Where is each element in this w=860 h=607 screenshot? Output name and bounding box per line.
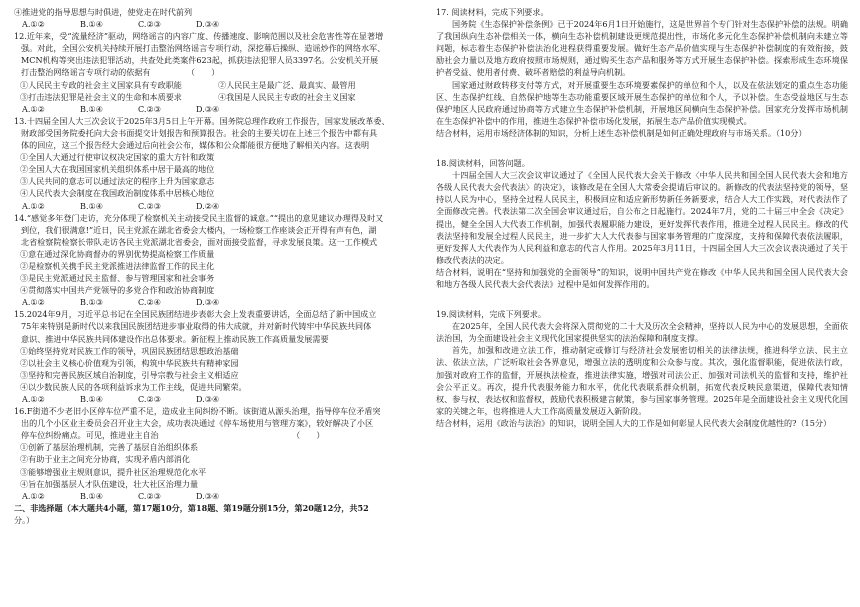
q12-option-2: ②人民民主是最广泛、最真实、最管用 [218, 79, 356, 90]
answer-d: D.③④ [196, 490, 220, 501]
q19-material-paragraph: 在2025年，全国人民代表大会将深入贯彻党的二十大及历次全会精神，坚持以人民为中心的发展思想，全面依法治国，为全面建设社会主义现代化国家提供坚实的法治保障和制度支撑。 [436, 321, 848, 344]
answer-b: B.①④ [80, 394, 104, 404]
q15-stem-line: 意识、推进中华民族共同体建设作出总体要求。新征程上推动民族工作高质量发展需要 [21, 333, 329, 344]
q19-question: 结合材料，运用《政治与法治》的知识，说明全国人大的工作是如何彰显人民代表大会制度优越性的?（15分） [436, 417, 832, 428]
answer-b: B.①④ [80, 103, 104, 114]
q13-option-2: ②全国人大在我国国家机关组织体系中居于最高的地位 [20, 164, 215, 175]
answer-c: C.②③ [138, 200, 161, 211]
q15-answers [14, 393, 424, 405]
q12-stem-line: 12.近年来，受“流量经济”驱动，网络谣言的内容广度、传播速度、影响范围以及社会危害性等在显著增 [14, 31, 384, 42]
answer-d: D.③④ [196, 394, 220, 404]
answer-b: B.①④ [80, 490, 104, 501]
q15-option-3: ③坚持和完善民族区域自治制度，引导宗教与社会主义相适应 [20, 369, 239, 380]
answer-c: C.②③ [138, 490, 161, 501]
q12-options-row [14, 91, 424, 103]
q16-stem-line: 16.F街道不少老旧小区停车位严重不足，造成业主间纠纷不断。该街道从源头治理，指导停车位矛盾突 [14, 406, 381, 417]
answer-a: A.①② [22, 394, 45, 404]
q13-stem-line: 体的回应，这三个报告经大会通过后向社会公布，媒体和公众都能很方便地了解相关内容。这表明 [21, 140, 370, 151]
q16-stem-line: 停车位纠纷痛点。可见，推进业主自治 （ ） [21, 430, 325, 441]
q14-option-1: ①意在通过深化协商督办的界别优势提高检察工作质量 [20, 248, 215, 259]
answer-d: D.③④ [196, 103, 220, 114]
q13-option-1: ①全国人大通过行使审议权决定国家的重大方针和政策 [20, 152, 215, 163]
section-two-heading: 二、非选择题（本大题共4小题，第17题10分，第18题、第19题分别15分，第20题12分，共52 [14, 502, 369, 513]
q14-stem-line: 北省检察院检察长带队走访各民主党派湖北省委会，面对面接受监督，寻求发展良策。这一工作模式 [21, 236, 378, 247]
left-column [14, 6, 424, 526]
q12-option-1: ①人民民主专政的社会主义国家具有专政职能 [20, 79, 182, 90]
q15-option-2: ②以社会主义核心价值观为引领，构筑中华民族共有精神家园 [20, 357, 239, 368]
answer-a: A.①② [22, 19, 45, 30]
q19-heading: 19.阅读材料，完成下列要求。 [436, 309, 546, 320]
answer-c: C.②③ [138, 394, 161, 404]
q12-answers [14, 103, 424, 115]
q14-stem-line: 到位，我们很满意!”近日，民主党派在湖北省委会大楼内，一场检察工作座谈会正开得有声有色，湖 [21, 224, 377, 235]
q13-option-4: ④人民代表大会制度在我国政治制度体系中居核心地位 [20, 188, 215, 199]
q17-material-paragraph: 国家通过财政转移支付等方式，对开展重要生态环境要素保护的单位和个人，以及在依法划定的重点生态功能区、生态保护红线、自然保护地等生态功能重要区域开展生态保护的单位和个人，予以补偿。生态受益地区与生态保护地区人民政府通过协商等方式建立生态保护补偿机制，开展地区间横向生态保护补偿。国家充分发挥市场机制在生态保护补偿中的作用，推进生态保护补偿市场化发展，拓展生态产品价值实现模式。 [436, 79, 848, 126]
answer-a: A.①② [22, 103, 45, 114]
q16-option-1: ①创新了基层治理机制，完善了基层自治组织体系 [20, 442, 199, 453]
answer-c: C.②③ [138, 103, 161, 114]
answer-c: C.②③ [138, 19, 161, 30]
q12-option-4: ④我国是人民民主专政的社会主义国家 [218, 91, 356, 102]
q13-stem-line: 13.十四届全国人大三次会议于2025年3月5日上午开幕。国务院总理作政府工作报告，国家发展改革委、 [14, 115, 390, 126]
q12-stem-line: 强。对此，全国公安机关持续开展打击整治网络谣言专项行动，深挖幕后操纵、造谣炒作的网络水军、 [21, 43, 386, 54]
q12-stem-line: 打击整治网络谣言专项行动的依据有 （ ） [21, 67, 220, 78]
q14-option-2: ②是检察机关携手民主党派推进法律监督工作的民主化 [20, 260, 215, 271]
q17-question: 结合材料，运用市场经济体制的知识，分析上述生态补偿机制是如何正确处理政府与市场关系。（10分） [436, 127, 807, 138]
q16-answers [14, 490, 424, 502]
q15-stem-line: 15.2024年9月，习近平总书记在全国民族团结进步表彰大会上发表重要讲话，全面总结了新中国成立 [14, 309, 377, 320]
answer-a: A.①② [22, 297, 45, 308]
answer-b: B.①④ [80, 19, 104, 30]
q16-stem-line: 出的几个小区业主委员会召开业主大会，成功表决通过《停车场使用与管理方案》，较好解决了小区 [21, 418, 374, 429]
q11-option-4: ④推进党的指导思想与时俱进，使党走在时代前列 [14, 7, 193, 17]
q13-answers [14, 200, 424, 212]
q15-option-1: ①始终坚持党对民族工作的领导，巩固民族团结思想政治基础 [20, 345, 239, 356]
q16-option-3: ③能够增强业主规则意识，提升社区治理规范化水平 [20, 466, 207, 477]
q18-question: 结合材料，说明在“坚持和加强党的全面领导”的知识，说明中国共产党在修改《中华人民共和国全国人民代表大会和地方各级人民代表大会代表法》过程中是如何发挥作用的。 [436, 266, 848, 289]
q18-heading: 18.阅读材料，回答问题。 [436, 158, 530, 169]
q14-answers [14, 296, 424, 308]
answer-c: C.②④ [138, 297, 161, 308]
answer-a: A.①② [22, 200, 45, 211]
q17-heading: 17. 阅读材料，完成下列要求。 [436, 7, 549, 17]
q13-option-3: ③人民共同的意志可以通过法定的程序上升为国家意志 [20, 176, 215, 187]
q18-material-paragraph: 十四届全国人大三次会议审议通过了《全国人民代表大会关于修改〈中华人民共和国全国人民代表大会和地方各级人民代表大会代表法〉的决定》，该修改是在全国人大常委会提请后审议的。新修改的代表法坚持党的领导，坚持以人民为中心，坚持全过程人民民主，积极回应和适应新形势新任务新要求，结合人大工作实践，对代表法作了全面修改完善。代表法第二次全国会审议通过后，自公布之日起施行。2024年7月，党的二十届三中全会《决定》提出，健全全国人大代表工作机制，加强代表履职能力建设，更好发挥代表作用，推进全过程人民民主。修改的代表法坚持和发展全过程人民民主，进一步扩大人大代表参与国家事务管理的广度深度，支持和保障代表依法履职，更好发挥人大代表作为人民利益和意志的代言人作用。2025年3月11日，十四届全国人大三次会议表决通过了关于修改代表法的决定。 [436, 170, 848, 265]
answer-b: B.①③ [80, 297, 104, 308]
q14-stem-line: 14.“感觉多年登门走访，充分体现了检察机关主动接受民主监督的诚意。”“提出的意见建议办理得及时又 [14, 212, 384, 223]
q12-stem-line: MCN机构等突出违法犯罪活动，共查处此类案件623起，抓获违法犯罪人员3397名。公安机关开展 [21, 55, 379, 66]
answer-d: D.③④ [196, 19, 220, 30]
q16-option-2: ②有助于业主之间充分协商，实现矛盾内部消化 [20, 454, 190, 465]
q16-option-4: ④旨在加强基层人才队伍建设，壮大社区治理力量 [20, 478, 199, 489]
q17-material-paragraph: 国务院《生态保护补偿条例》已于2024年6月1日开始施行，这是世界首个专门针对生态保护补偿的法规。明确了我国纵向生态补偿相关一体，横向生态补偿机制建设更规范提出性，市场化多元化生态保护补偿机制向未建立等问题，标志着生态保护补偿法治化进程获得重要发展。做好生态产品价值实现与生态保护补偿制度的有效衔接，鼓励社会力量以及地方政府按照市场规则，通过购买生态产品和服务等方式开展生态保护补偿。探索形成生态环境保护者受益、使用者付费、破坏者赔偿的利益导向机制。 [436, 19, 848, 78]
q19-material-paragraph: 首先，加强和改进立法工作，推动制定或修订与经济社会发展密切相关的法律法规，推进科学立法、民主立法、依法立法，广泛听取社会各界意见，增强立法的透明度和公众参与度。其次，强化监督职能，促进依法行政，加强对政府工作的监督，开展执法检查，推进法律实施，增强对司法公正、加强对司法机关的监督和支持，维护社会公平正义。再次，提升代表服务能力和水平，优化代表联系群众机制，拓宽代表反映民意渠道，保障代表知情权、参与权、表达权和监督权，鼓励代表积极建言献策，参与国家事务管理。2025年是全面建设社会主义现代化国家的关键之年，也将推进人大工作高质量发展迈入新阶段。 [436, 345, 848, 416]
q15-option-4: ④以少数民族人民的各项利益诉求为工作主线，促进共同繁荣。 [20, 381, 247, 392]
q12-options-row [14, 79, 424, 91]
section-two-heading-tail: 分。） [14, 514, 35, 525]
q15-stem-line: 75年来特别是新时代以来我国民族团结进步事业取得的伟大成就，并对新时代铸牢中华民族共同体 [21, 321, 372, 332]
q14-option-4: ④贯彻落实中国共产党领导的多党合作和政治协商制度 [20, 285, 215, 296]
q12-option-3: ③打击违法犯罪是社会主义的生命和本质要求 [20, 91, 182, 102]
answer-d: D.③④ [196, 297, 220, 308]
answer-a: A.①② [22, 490, 45, 501]
q13-stem-line: 财政部受国务院委托向大会书面提交计划报告和预算报告。社会的主要关切在上述三个报告中都有具 [21, 127, 378, 138]
q11-answers [14, 18, 424, 30]
q14-option-3: ③是民主党派通过民主监督、参与管理国家和社会事务 [20, 273, 215, 284]
right-column [436, 6, 848, 429]
answer-b: B.①④ [80, 200, 104, 211]
answer-d: D.②④ [196, 200, 220, 211]
